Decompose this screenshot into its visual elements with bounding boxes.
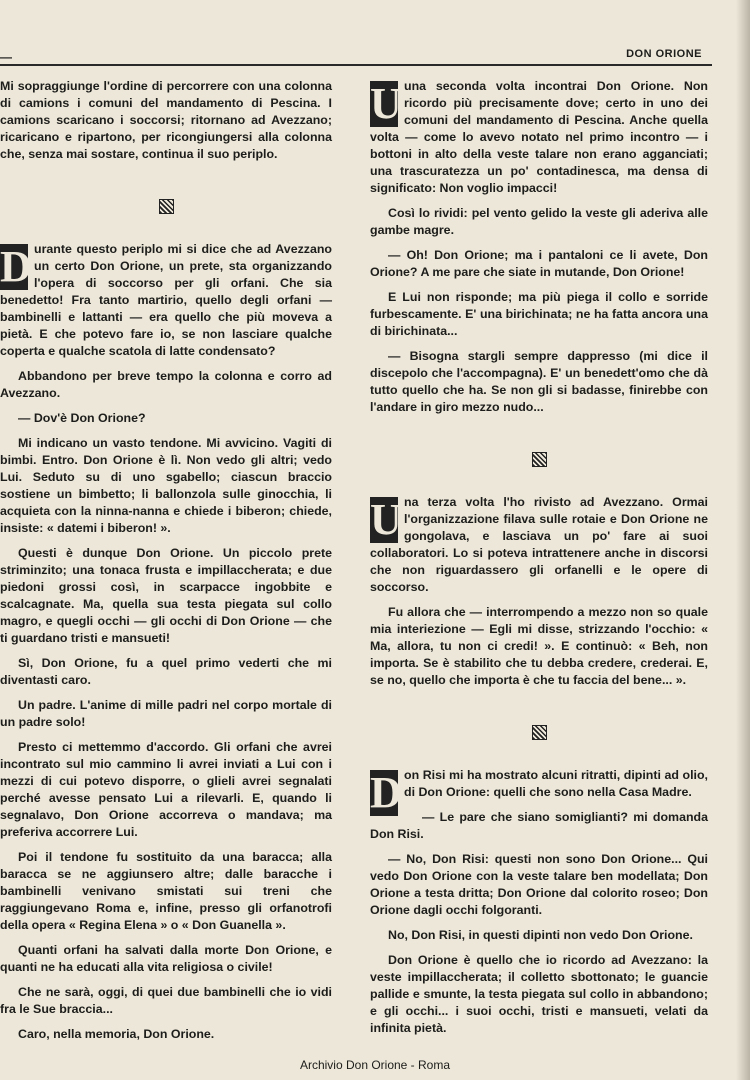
- paragraph: Mi indicano un vasto tendone. Mi avvicino. Vagiti di bimbi. Entro. Don Orione è lì. Non vedo gli altri; vedo Lui. Seduto su di uno sgabello; ciascun braccio sostiene un bimbetto; li ballonzola sulle ginocchia, li acquieta con la ninna-nanna e chiede i biberon; chiede, insiste: « datemi i biberon! ».: [0, 436, 332, 535]
- section-ornament: [370, 424, 708, 494]
- section-ornament: [0, 171, 332, 241]
- paragraph: — Le pare che siano somiglianti? mi domanda Don Risi.: [370, 810, 708, 841]
- left-column: [0, 78, 332, 1051]
- paragraph: Un padre. L'anime di mille padri nel corpo mortale di un padre solo!: [0, 698, 332, 729]
- dropcap-letter: D: [0, 242, 32, 291]
- paragraph: No, Don Risi, in questi dipinti non vedo Don Orione.: [388, 928, 693, 942]
- paragraph: Che ne sarà, oggi, di quei due bambinelli che io vidi fra le Sue braccia...: [0, 985, 332, 1016]
- paragraph-text: on Risi mi ha mostrato alcuni ritratti, dipinti ad olio, di Don Orione: quelli che sono nella Casa Madre.: [404, 768, 708, 799]
- paragraph: — Bisogna stargli sempre dappresso (mi dice il discepolo che l'accompagna). E' un benedett'omo che dà tutto quello che ha. Se non gli si badasse, finirebbe con l'andare in giro mezzo nudo...: [370, 349, 708, 414]
- paragraph: Sì, Don Orione, fu a quel primo vederti che mi diventasti caro.: [0, 656, 332, 687]
- paragraph: Così lo rividi: pel vento gelido la veste gli aderiva alle gambe magre.: [370, 206, 708, 237]
- page-edge-shadow: [736, 0, 750, 1080]
- paragraph: Mi sopraggiunge l'ordine di percorrere con una colonna di camions i comuni del mandamento di Pescina. I camions scaricano i soccorsi; ritornano ad Avezzano; ricaricano e ripartono, per ricongiungersi alla colonna che, senza mai sostare, continua il suo periplo.: [0, 79, 332, 161]
- paragraph: Abbandono per breve tempo la colonna e corro ad Avezzano.: [0, 369, 332, 400]
- paragraph: Questi è dunque Don Orione. Un piccolo prete striminzito; una tonaca frusta e impillaccherata; e due piedoni grossi così, in scarpacce ingobbite e scalcagnate. Ma, quella sua testa piegata sul collo magro, e quegli occhi — gli occhi di Don Orione — che ti guardano tristi e mansueti!: [0, 546, 332, 645]
- running-title: DON ORIONE: [626, 48, 702, 60]
- archive-footer: Archivio Don Orione - Roma: [299, 1058, 451, 1072]
- paragraph-dropcap: [370, 767, 708, 817]
- hatched-square-icon: [532, 725, 547, 740]
- paragraph-text: una seconda volta incontrai Don Orione. Non ricordo più precisamente dove; certo in uno dei comuni del mandamento di Pescina. Anche quella volta — come lo avevo notato nel primo incontro — i bottoni in alto della veste talare non erano agganciati; una trascuratezza un po' contadinesca, ma densa di significato: Non voglio impacci!: [370, 79, 708, 195]
- paragraph-dropcap: [370, 494, 708, 596]
- paragraph: Quanti orfani ha salvati dalla morte Don Orione, e quanti ne ha educati alla vita religiosa o civile!: [0, 943, 332, 974]
- hatched-square-icon: [532, 452, 547, 467]
- paragraph: E Lui non risponde; ma più piega il collo e sorride furbescamente. E' una birichinata; ne ha fatta ancora una di birichinata...: [370, 290, 708, 338]
- page-number: —: [0, 50, 12, 64]
- paragraph: Presto ci mettemmo d'accordo. Gli orfani che avrei incontrato sul mio cammino li avrei inviati a Lui con i mezzi di cui potevo disporre, o glieli avrei segnalati perché avesse pensato Lui a rilevarli. E, quando li segnalavo, Don Orione accorreva o mandava; ma preferiva accorrere Lui.: [0, 740, 332, 839]
- paragraph: Poi il tendone fu sostituito da una baracca; alla baracca se ne aggiunsero altre; dalle baracche i bambinelli venivano smistati sui treni che raggiungevano Roma e, infine, presso gli orfanotrofi della opera « Regina Elena » o « Don Guanella ».: [0, 850, 332, 932]
- paragraph-dropcap: [0, 241, 332, 360]
- right-column: [370, 78, 708, 1045]
- paragraph-text: na terza volta l'ho rivisto ad Avezzano. Ormai l'organizzazione filava sulle rotaie e Don Orione ne gongolava, e lasciava un po' fare ai suoi collaboratori. Lo si poteva intrattenere anche in discorsi che non riguardassero gli orfanelli e le opere di soccorso.: [370, 495, 708, 594]
- paragraph-dropcap: [370, 78, 708, 197]
- paragraph-text: urante questo periplo mi si dice che ad Avezzano un certo Don Orione, un prete, sta organizzando l'opera di soccorso per gli orfani. Che sia benedetto! Fra tanto martirio, quello degli orfani — bambinelli e lattanti — era quello che più moveva a pietà. E che potevo fare io, se non lasciare qualche coperta e qualche scatola di latte condensato?: [0, 242, 332, 358]
- dropcap-letter: U: [370, 495, 402, 544]
- dropcap-letter: U: [370, 79, 402, 128]
- header-rule: [0, 64, 712, 66]
- paragraph: Don Orione è quello che io ricordo ad Avezzano: la veste impillaccherata; il colletto sbottonato; le guancie pallide e smunte, la testa piegata sul collo in abbandono; e gli occhi... i suoi occhi, tristi e mansueti, velati da infinita pietà.: [370, 953, 708, 1035]
- dropcap-letter: D: [370, 768, 402, 817]
- paragraph: — Dov'è Don Orione?: [18, 411, 146, 425]
- hatched-square-icon: [159, 199, 174, 214]
- paragraph: — No, Don Risi: questi non sono Don Orione... Qui vedo Don Orione con la veste talare ben modellata; Don Orione a testa dritta; Don Orione dal colorito roseo; Don Orione dagli occhi folgoranti.: [370, 852, 708, 917]
- paragraph: Fu allora che — interrompendo a mezzo non so quale mia interiezione — Egli mi disse, strizzando l'occhio: « Ma, allora, tu non ci credi! ». E continuò: « Beh, non importa. Se è stabilito che tu debba credere, crederai. E, se no, quello che importa è che tu faccia del bene... ».: [370, 605, 708, 687]
- paragraph: — Oh! Don Orione; ma i pantaloni ce li avete, Don Orione? A me pare che siate in mutande, Don Orione!: [370, 248, 708, 279]
- paragraph: Caro, nella memoria, Don Orione.: [18, 1027, 215, 1041]
- section-ornament: [370, 697, 708, 767]
